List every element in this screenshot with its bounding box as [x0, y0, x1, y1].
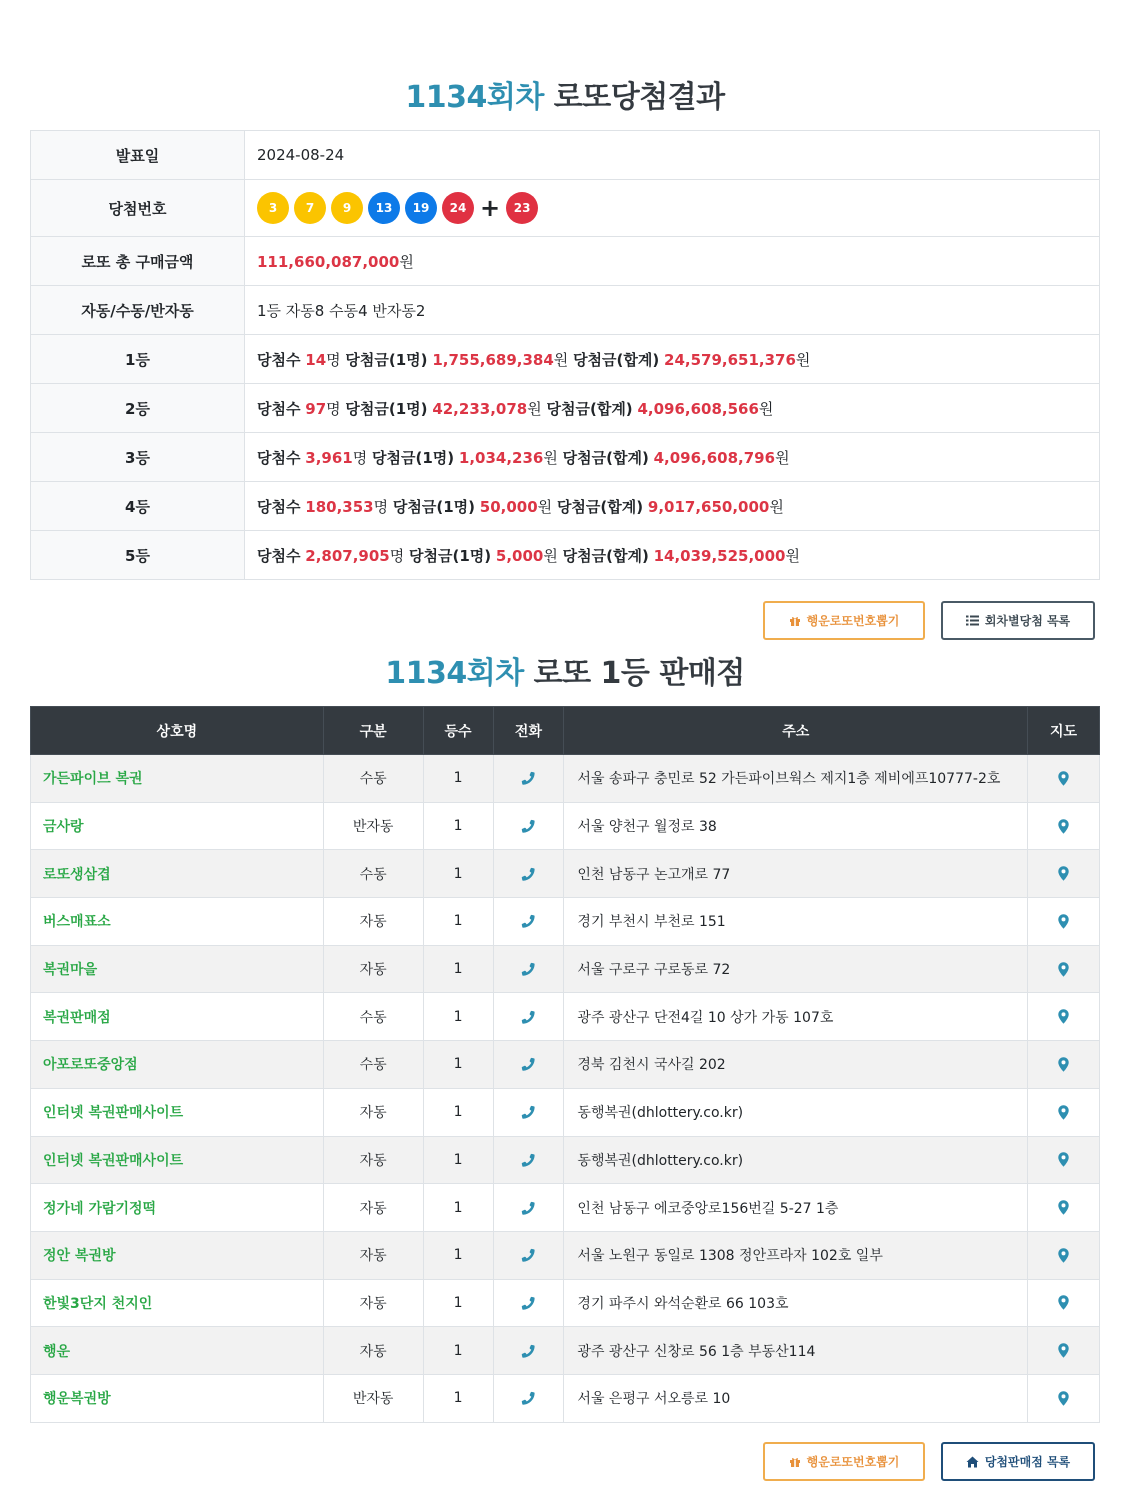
phone-icon[interactable]	[493, 1088, 564, 1136]
number-ball: 7	[294, 192, 326, 224]
table-row	[31, 993, 1100, 1041]
per-amount: 42,233,078	[432, 399, 528, 418]
shop-type: 반자동	[323, 802, 423, 850]
table-row	[31, 1041, 1100, 1089]
shop-address: 서울 송파구 충민로 52 가든파이브웍스 제지1층 제비에프10777-2호	[564, 755, 1028, 803]
phone-icon[interactable]	[493, 898, 564, 946]
phone-icon[interactable]	[493, 1327, 564, 1375]
phone-icon[interactable]	[493, 755, 564, 803]
table-row	[31, 850, 1100, 898]
shop-list-label: 당첨판매점 목록	[984, 1455, 1071, 1469]
numbers-label: 당첨번호	[31, 180, 245, 237]
header-address: 주소	[564, 707, 1028, 755]
shop-rank: 1	[423, 1327, 493, 1375]
person-unit: 명	[352, 448, 368, 467]
shop-name-link[interactable]: 인터넷 복권판매사이트	[31, 1088, 324, 1136]
shop-type: 자동	[323, 1088, 423, 1136]
per-amount: 5,000	[495, 546, 544, 565]
per-amount: 1,034,236	[458, 448, 544, 467]
shop-rank: 1	[423, 850, 493, 898]
winner-count: 2,807,905	[305, 546, 390, 565]
shop-rank: 1	[423, 802, 493, 850]
shop-name-link[interactable]: 아포로또중앙점	[31, 1041, 324, 1089]
sum-amount: 4,096,608,796	[653, 448, 776, 467]
shop-rank: 1	[423, 898, 493, 946]
table-row	[31, 1184, 1100, 1232]
won-unit: 원	[543, 546, 558, 565]
person-unit: 명	[326, 350, 341, 369]
lucky-number-button[interactable]	[763, 601, 925, 640]
shop-name-link[interactable]: 정가네 가람기정떡	[31, 1184, 324, 1232]
count-label: 당첨수	[257, 399, 301, 418]
lucky-number-label: 행운로또번호뽑기	[806, 614, 900, 628]
count-label: 당첨수	[257, 448, 301, 467]
table-row	[31, 898, 1100, 946]
map-marker-icon[interactable]	[1028, 1327, 1100, 1375]
won-unit: 원	[553, 350, 569, 369]
shops-table	[30, 706, 1100, 1423]
shop-address: 서울 은평구 서오릉로 10	[564, 1374, 1028, 1422]
mode-label: 자동/수동/반자동	[31, 286, 245, 335]
sum-label: 당첨금(합계)	[562, 448, 649, 467]
sum-label: 당첨금(합계)	[556, 497, 644, 516]
per-label: 당첨금(1명)	[409, 546, 492, 565]
shops-round-number: 1134회차	[385, 656, 524, 691]
map-marker-icon[interactable]	[1028, 1136, 1100, 1184]
map-marker-icon[interactable]	[1028, 1231, 1100, 1279]
lucky-number-label-bottom: 행운로또번호뽑기	[806, 1455, 900, 1469]
shop-rank: 1	[423, 1374, 493, 1422]
shop-type: 수동	[323, 993, 423, 1041]
per-label: 당첨금(1명)	[372, 448, 455, 467]
result-title	[30, 72, 1100, 116]
shop-rank: 1	[423, 993, 493, 1041]
won-unit: 원	[537, 497, 553, 516]
total-label: 로또 총 구매금액	[31, 237, 245, 286]
round-list-label: 회차별당첨 목록	[984, 614, 1071, 628]
person-unit: 명	[389, 546, 405, 565]
shop-name-link[interactable]: 정안 복권방	[31, 1231, 324, 1279]
table-row	[31, 1374, 1100, 1422]
shop-name-link[interactable]: 가든파이브 복권	[31, 755, 324, 803]
per-amount: 1,755,689,384	[432, 350, 554, 369]
phone-icon[interactable]	[493, 993, 564, 1041]
per-label: 당첨금(1명)	[345, 350, 428, 369]
phone-icon[interactable]	[493, 1231, 564, 1279]
shop-rank: 1	[423, 1136, 493, 1184]
shop-type: 자동	[323, 945, 423, 993]
shop-rank: 1	[423, 1231, 493, 1279]
bonus-ball: 23	[506, 192, 538, 224]
shop-address: 인천 남동구 논고개로 77	[564, 850, 1028, 898]
shop-address: 서울 노원구 동일로 1308 정안프라자 102호 일부	[564, 1231, 1028, 1279]
shop-address: 서울 양천구 월정로 38	[564, 802, 1028, 850]
number-ball: 19	[405, 192, 437, 224]
count-label: 당첨수	[257, 546, 301, 565]
phone-icon[interactable]	[493, 1136, 564, 1184]
sum-amount: 9,017,650,000	[647, 497, 770, 516]
shop-rank: 1	[423, 755, 493, 803]
shop-rank: 1	[423, 945, 493, 993]
map-marker-icon[interactable]	[1028, 755, 1100, 803]
won-unit: 원	[543, 448, 558, 467]
shop-address: 서울 구로구 구로동로 72	[564, 945, 1028, 993]
gift-icon	[789, 615, 801, 627]
shop-type: 반자동	[323, 1374, 423, 1422]
header-rank: 등수	[423, 707, 493, 755]
mode-value: 1등 자동8 수동4 반자동2	[245, 286, 1100, 335]
per-label: 당첨금(1명)	[345, 399, 428, 418]
phone-icon[interactable]	[493, 1374, 564, 1422]
won-unit: 원	[795, 350, 811, 369]
rank-detail	[245, 531, 1100, 580]
won-unit: 원	[785, 546, 800, 565]
rank-detail	[245, 482, 1100, 531]
shop-type: 수동	[323, 850, 423, 898]
shop-name-link[interactable]: 복권판매점	[31, 993, 324, 1041]
shop-list-button[interactable]	[941, 1442, 1095, 1481]
shop-type: 수동	[323, 1041, 423, 1089]
round-list-button[interactable]	[941, 601, 1095, 640]
winning-numbers	[257, 192, 1099, 224]
winner-count: 3,961	[305, 448, 353, 467]
sum-label: 당첨금(합계)	[562, 546, 649, 565]
total-amount: 111,660,087,000	[257, 252, 400, 271]
header-map: 지도	[1028, 707, 1100, 755]
list-icon	[966, 615, 979, 626]
sum-amount: 24,579,651,376	[664, 350, 796, 369]
phone-icon[interactable]	[493, 1184, 564, 1232]
rank-detail	[245, 335, 1100, 384]
rank-row	[31, 433, 1100, 482]
shop-type: 자동	[323, 1327, 423, 1375]
number-ball: 13	[368, 192, 400, 224]
shop-name-link[interactable]: 로또생삼겹	[31, 850, 324, 898]
rank-row	[31, 384, 1100, 433]
shop-name-link[interactable]: 인터넷 복권판매사이트	[31, 1136, 324, 1184]
shop-address: 경기 부천시 부천로 151	[564, 898, 1028, 946]
shop-address: 인천 남동구 에코중앙로156번길 5-27 1층	[564, 1184, 1028, 1232]
result-title-text: 로또당첨결과	[543, 80, 725, 115]
shop-address: 경기 파주시 와석순환로 66 103호	[564, 1279, 1028, 1327]
map-marker-icon[interactable]	[1028, 1041, 1100, 1089]
shop-rank: 1	[423, 1088, 493, 1136]
rank-detail	[245, 433, 1100, 482]
map-marker-icon[interactable]	[1028, 898, 1100, 946]
shop-rank: 1	[423, 1184, 493, 1232]
table-row	[31, 1088, 1100, 1136]
header-name: 상호명	[31, 707, 324, 755]
shops-title	[30, 648, 1100, 692]
shop-address: 광주 광산구 단전4길 10 상가 가동 107호	[564, 993, 1028, 1041]
date-label: 발표일	[31, 131, 245, 180]
rank-label: 3등	[31, 433, 245, 482]
round-number: 1134회차	[405, 80, 544, 115]
person-unit: 명	[326, 399, 341, 418]
won-unit: 원	[527, 399, 542, 418]
shop-type: 자동	[323, 1231, 423, 1279]
shop-address: 동행복권(dhlottery.co.kr)	[564, 1136, 1028, 1184]
sum-label: 당첨금(합계)	[546, 399, 633, 418]
sum-amount: 14,039,525,000	[653, 546, 786, 565]
map-marker-icon[interactable]	[1028, 993, 1100, 1041]
shop-type: 수동	[323, 755, 423, 803]
rank-label: 1등	[31, 335, 245, 384]
shop-type: 자동	[323, 1184, 423, 1232]
sum-amount: 4,096,608,566	[637, 399, 759, 418]
rank-label: 4등	[31, 482, 245, 531]
won-unit: 원	[758, 399, 774, 418]
date-value: 2024-08-24	[245, 131, 1100, 180]
total-amount-cell	[245, 237, 1100, 286]
shop-name-link[interactable]: 복권마을	[31, 945, 324, 993]
winner-count: 97	[305, 399, 327, 418]
shop-type: 자동	[323, 898, 423, 946]
lucky-number-button-bottom[interactable]	[763, 1442, 925, 1481]
phone-icon[interactable]	[493, 945, 564, 993]
shop-name-link[interactable]: 금사랑	[31, 802, 324, 850]
map-marker-icon[interactable]	[1028, 1279, 1100, 1327]
phone-icon[interactable]	[493, 1279, 564, 1327]
shop-address: 경북 김천시 국사길 202	[564, 1041, 1028, 1089]
map-marker-icon[interactable]	[1028, 1088, 1100, 1136]
phone-icon[interactable]	[493, 1041, 564, 1089]
header-phone: 전화	[493, 707, 564, 755]
shop-type: 자동	[323, 1136, 423, 1184]
phone-icon[interactable]	[493, 802, 564, 850]
per-label: 당첨금(1명)	[392, 497, 475, 516]
rank-row	[31, 482, 1100, 531]
total-unit: 원	[399, 252, 414, 271]
sum-label: 당첨금(합계)	[573, 350, 660, 369]
shop-rank: 1	[423, 1041, 493, 1089]
per-amount: 50,000	[479, 497, 538, 516]
table-row	[31, 1136, 1100, 1184]
count-label: 당첨수	[257, 497, 301, 516]
won-unit: 원	[769, 497, 784, 516]
number-ball: 9	[331, 192, 363, 224]
count-label: 당첨수	[257, 350, 301, 369]
rank-detail	[245, 384, 1100, 433]
plus-sign: +	[480, 194, 501, 222]
shop-name-link[interactable]: 버스매표소	[31, 898, 324, 946]
shop-type: 자동	[323, 1279, 423, 1327]
phone-icon[interactable]	[493, 850, 564, 898]
shops-title-text: 로또 1등 판매점	[523, 656, 745, 691]
table-row	[31, 1231, 1100, 1279]
shop-address: 동행복권(dhlottery.co.kr)	[564, 1088, 1028, 1136]
table-row	[31, 945, 1100, 993]
table-row	[31, 1279, 1100, 1327]
shop-name-link[interactable]: 행운	[31, 1327, 324, 1375]
winner-count: 14	[305, 350, 327, 369]
map-marker-icon[interactable]	[1028, 945, 1100, 993]
shop-rank: 1	[423, 1279, 493, 1327]
gift-icon	[789, 1456, 801, 1468]
map-marker-icon[interactable]	[1028, 1184, 1100, 1232]
table-row	[31, 802, 1100, 850]
map-marker-icon[interactable]	[1028, 1374, 1100, 1422]
shop-address: 광주 광산구 신창로 56 1층 부동산114	[564, 1327, 1028, 1375]
person-unit: 명	[373, 497, 389, 516]
number-ball: 24	[442, 192, 474, 224]
rank-label: 2등	[31, 384, 245, 433]
shop-name-link[interactable]: 한빛3단지 천지인	[31, 1279, 324, 1327]
won-unit: 원	[775, 448, 790, 467]
rank-row	[31, 531, 1100, 580]
rank-row	[31, 335, 1100, 384]
winner-count: 180,353	[305, 497, 374, 516]
number-ball: 3	[257, 192, 289, 224]
header-type: 구분	[323, 707, 423, 755]
table-row	[31, 1327, 1100, 1375]
map-marker-icon[interactable]	[1028, 850, 1100, 898]
shop-name-link[interactable]: 행운복권방	[31, 1374, 324, 1422]
rank-label: 5등	[31, 531, 245, 580]
table-row	[31, 755, 1100, 803]
result-table	[30, 130, 1100, 580]
map-marker-icon[interactable]	[1028, 802, 1100, 850]
home-icon	[966, 1456, 979, 1468]
